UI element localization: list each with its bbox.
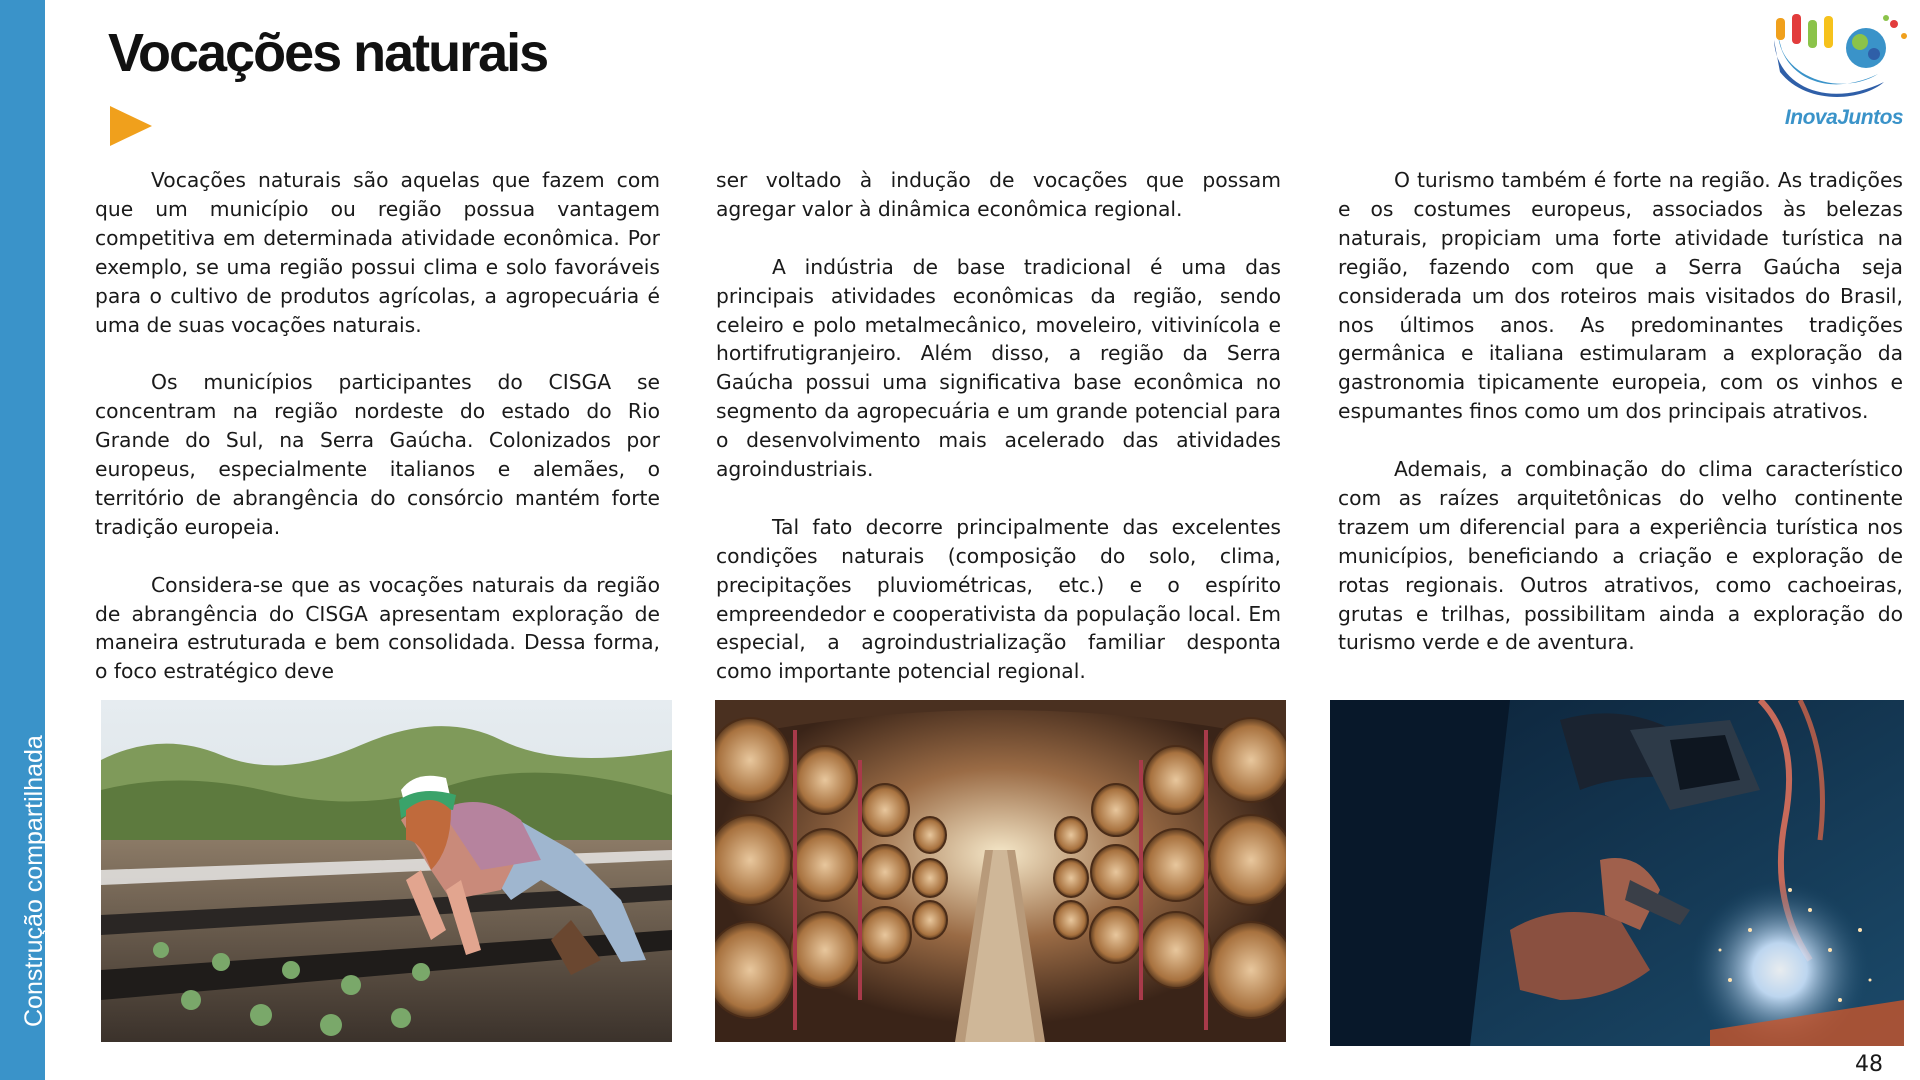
sidebar-label: Construção compartilhada — [20, 735, 48, 1027]
paragraph: Vocações naturais são aquelas que fazem com que um município ou região possua vantagem competitiva em determinada atividade econômica. Por exemplo, se uma região possui clima e solo favoráveis para o cultivo de produtos agrícolas, a agropecuária é uma de suas vocações naturais. — [95, 168, 660, 337]
paragraph: Considera-se que as vocações naturais da região de abrangência do CISGA apresentam exploração de maneira estruturada e bem consolidada. Dessa forma, o foco estratégico deve — [95, 572, 660, 684]
sidebar — [0, 0, 48, 1080]
text-column-1 — [95, 166, 660, 715]
logo-text: InovaJuntos — [1784, 106, 1904, 129]
paragraph: Os municípios participantes do CISGA se concentram na região nordeste do estado do Rio Grande do Sul, na Serra Gaúcha. Colonizados por europeus, especialmente italianos e alemães, o território de abrangência do consórcio mantém forte tradição europeia. — [95, 370, 660, 539]
page-title: Vocações naturais — [108, 23, 548, 83]
paragraph: ser voltado à indução de vocações que possam agregar valor à dinâmica econômica regional. — [716, 168, 1281, 221]
photo-welder — [1330, 700, 1904, 1046]
text-column-3 — [1338, 166, 1903, 686]
paragraph: A indústria de base tradicional é uma das principais atividades econômicas da região, sendo celeiro e polo metalmecânico, moveleiro, vitivinícola e hortifrutigranjeiro. Além disso, a região da Serra Gaúcha possui uma significativa base econômica no segmento da agropecuária e um grande potencial para o desenvolvimento mais acelerado das atividades agroindustriais. — [716, 254, 1281, 482]
paragraph: O turismo também é forte na região. As tradições e os costumes europeus, associados às belezas naturais, propiciam uma forte atividade turística na região, fazendo com que a Serra Gaúcha seja considerada um dos roteiros mais visitados do Brasil, nos últimos anos. As predominantes tradições germânica e italiana estimularam a exploração da gastronomia tipicamente europeia, com os vinhos e espumantes finos como um dos principais atrativos. — [1338, 168, 1903, 424]
photo-farmer-planting — [101, 700, 672, 1042]
paragraph: Ademais, a combinação do clima característico com as raízes arquitetônicas do velho continente trazem um diferencial para a experiência turística nos municípios, beneficiando a criação e exploração de rotas regionais. Outros atrativos, como cachoeiras, grutas e trilhas, possibilitam ainda a exploração do turismo verde e de aventura. — [1338, 457, 1903, 655]
text-column-2 — [716, 166, 1281, 715]
arrow-right-icon — [110, 106, 152, 146]
photo-wine-cellar — [715, 700, 1286, 1042]
paragraph: Tal fato decorre principalmente das excelentes condições naturais (composição do solo, clima, precipitações pluviométricas, etc.) e o espírito empreendedor e cooperativista da população local. Em especial, a agroindustrialização familiar desponta como importante potencial regional. — [716, 514, 1281, 684]
page-number: 48 — [1855, 1052, 1883, 1077]
